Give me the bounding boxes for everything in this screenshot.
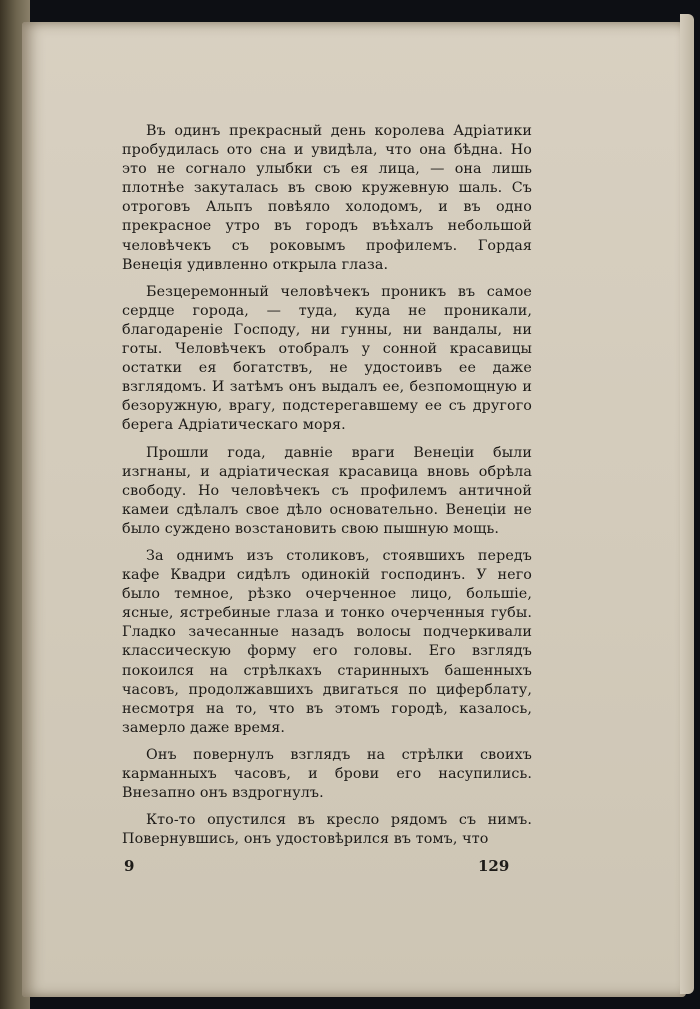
page-number: 129 xyxy=(478,857,510,875)
paragraph: Безцеремонный человѣчекъ проникъ въ самое сердце города, — туда, куда не проникали, благодареніе Господу, ни гунны, ни вандалы, ни готы. Человѣчекъ отобралъ у сонной красавицы остатки ея богатствъ, не удостоивъ ее даже взглядомъ. И затѣмъ онъ выдалъ ее, безпомощную и безоружную, врагу, подстерегавшему ее съ другого берега Адріатическаго моря. xyxy=(122,283,532,434)
page-edge xyxy=(680,14,694,994)
paragraph: Прошли года, давніе враги Венеціи были изгнаны, и адріатическая красавица вновь обрѣла свободу. Но человѣчекъ съ профилемъ античной камеи сдѣлалъ свое дѣло основательно. Венеціи не было суждено возстановить свою пышную мощь. xyxy=(122,444,532,537)
body-text xyxy=(122,122,532,857)
paragraph: За однимъ изъ столиковъ, стоявшихъ передъ кафе Квадри сидѣлъ одинокій господинъ. У него было темное, рѣзко очерченное лицо, большіе, ясные, ястребиные глаза и тонко очерченныя губы. Гладко зачесанные назадъ волосы подчеркивали классическую форму его головы. Его взглядъ покоился на стрѣлкахъ старинныхъ башенныхъ часовъ, продолжавшихъ двигаться по циферблату, несмотря на то, что въ этомъ городѣ, казалось, замерло даже время. xyxy=(122,547,532,736)
paragraph: Въ одинъ прекрасный день королева Адріатики пробудилась ото сна и увидѣла, что она бѣдна. Но это не согнало улыбки съ ея лица, — она лишь плотнѣе закуталась въ свою кружевную шаль. Съ отроговъ Альпъ повѣяло холодомъ, и въ одно прекрасное утро въ городъ въѣхалъ небольшой человѣчекъ съ роковымъ профилемъ. Гордая Венеція удивленно открыла глаза. xyxy=(122,123,532,273)
paragraph: Онъ повернулъ взглядъ на стрѣлки своихъ карманныхъ часовъ, и брови его насупились. Внезапно онъ вздрогнулъ. xyxy=(122,746,532,802)
paragraph: Кто-то опустился въ кресло рядомъ съ нимъ. Повернувшись, онъ удостовѣрился въ томъ, что xyxy=(122,812,532,848)
signature-mark: 9 xyxy=(124,857,135,875)
